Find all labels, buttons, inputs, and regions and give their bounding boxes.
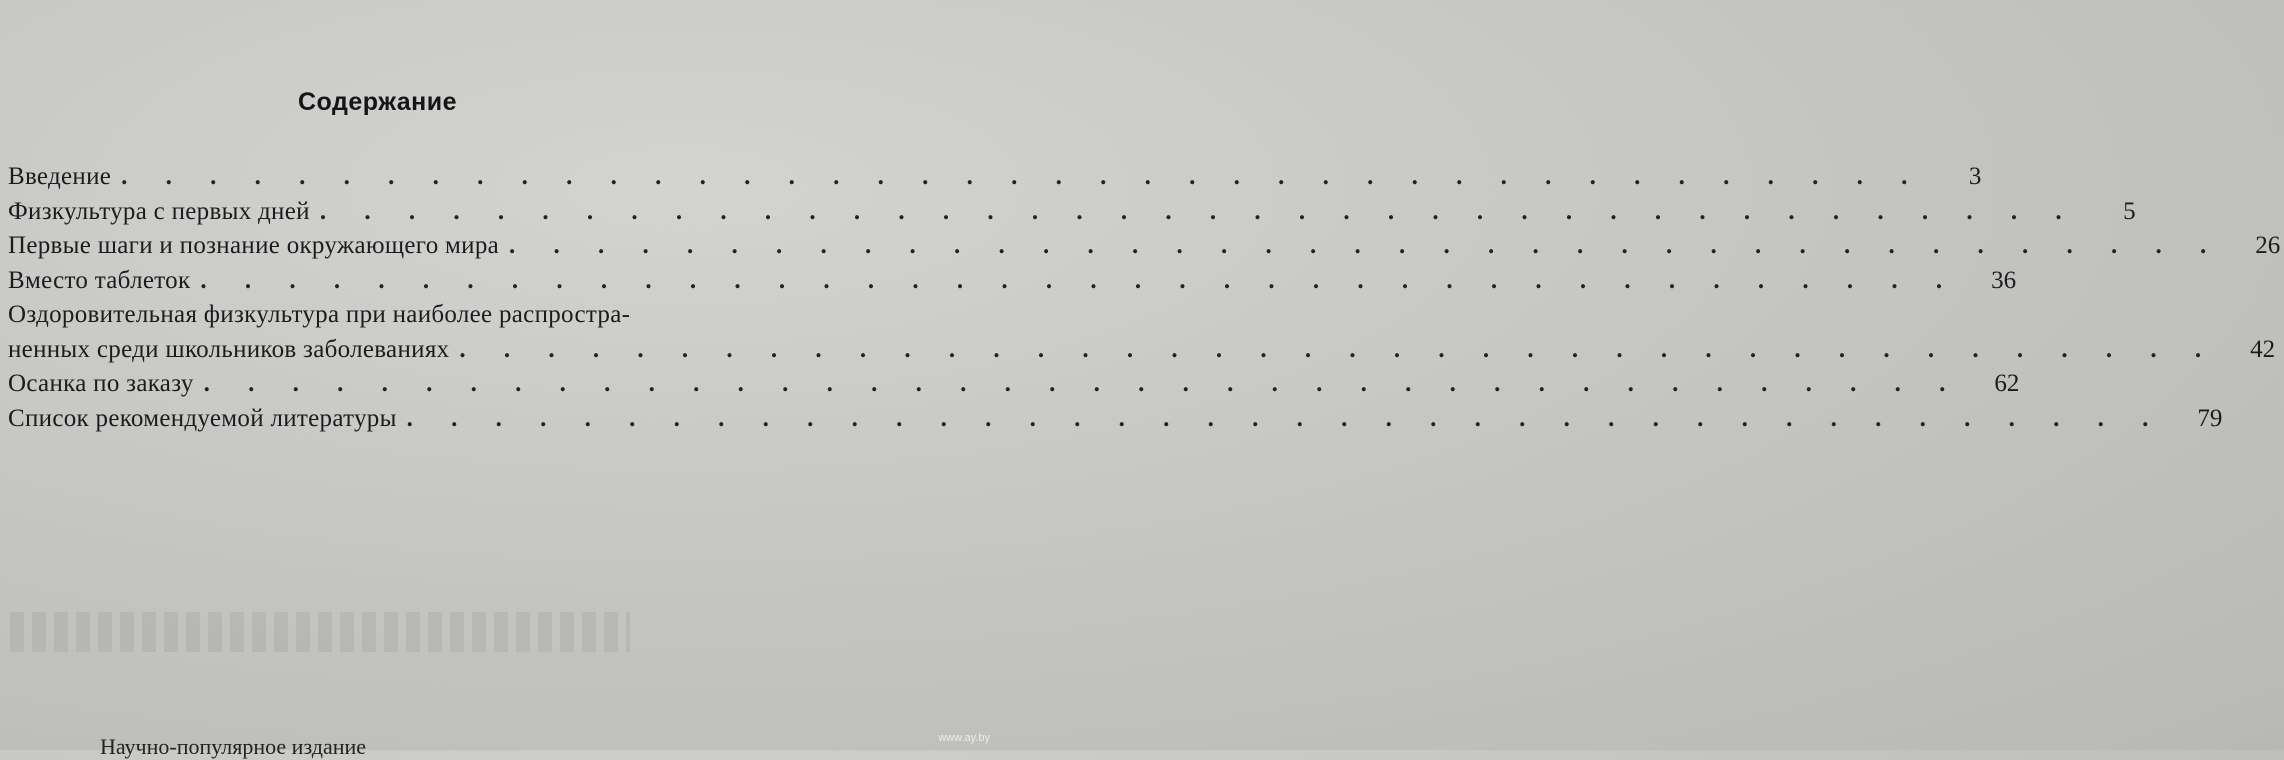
toc-entry-page: 42 xyxy=(2250,335,2276,363)
toc-entry xyxy=(8,402,2223,437)
dot-leader: . . . . . . . . . . . . . . . . . . . . . . . . . . . . . . . . . . . . . . . . xyxy=(319,197,2078,225)
show-through-text xyxy=(10,612,630,652)
table-of-contents xyxy=(8,160,2281,436)
toc-entry-title: Список рекомендуемой литературы xyxy=(8,404,397,432)
toc-entry-title: Физкультура с первых дней xyxy=(8,197,310,225)
toc-entry-title: Осанка по заказу xyxy=(8,370,194,397)
toc-entry-title: Вместо таблеток xyxy=(8,266,191,294)
toc-entry-page: 79 xyxy=(2197,404,2223,432)
footer-text: Научно-популярное издание xyxy=(100,734,367,759)
toc-entry-page: 3 xyxy=(1968,163,1982,190)
toc-entry-page: 26 xyxy=(2255,232,2281,259)
toc-entry xyxy=(8,367,2020,402)
toc-entry xyxy=(8,160,1982,195)
toc-entry-title-line1: Оздоровительная физкультура при наиболее распростра- xyxy=(8,301,631,328)
toc-entry-page: 62 xyxy=(1994,370,2020,397)
toc-entry xyxy=(8,195,2136,230)
dot-leader: . . . . . . . . . . . . . . . . . . . . . . . . . . . . . . . . . . . . . . . . xyxy=(200,266,1959,294)
dot-leader: . . . . . . . . . . . . . . . . . . . . . . . . . . . . . . . . . . . . . . . . . xyxy=(121,163,1924,190)
toc-entry-page: 36 xyxy=(1991,266,2017,294)
contents-heading: Содержание xyxy=(298,88,458,116)
toc-entry-page: 5 xyxy=(2123,197,2136,225)
toc-entry-title: Введение xyxy=(8,163,112,190)
toc-entry xyxy=(8,229,2281,264)
toc-entry-title: ненных среди школьников заболеваниях xyxy=(8,335,450,363)
dot-leader: . . . . . . . . . . . . . . . . . . . . . . . . . . . . . . . . . . . . . . . . xyxy=(459,335,2218,363)
toc-entry-first-line xyxy=(8,298,888,333)
dot-leader: . . . . . . . . . . . . . . . . . . . . . . . . . . . . . . . . . . . . . . . . xyxy=(406,404,2165,432)
watermark: www.ay.by xyxy=(938,732,990,744)
toc-entry-title: Первые шаги и познание окружающего мира xyxy=(8,232,500,259)
dot-leader: . . . . . . . . . . . . . . . . . . . . . . . . . . . . . . . . . . . . . . . xyxy=(509,232,2223,259)
toc-entry xyxy=(8,264,2017,299)
dot-leader: . . . . . . . . . . . . . . . . . . . . . . . . . . . . . . . . . . . . . . . . xyxy=(203,370,1962,397)
toc-entry xyxy=(8,333,2276,368)
